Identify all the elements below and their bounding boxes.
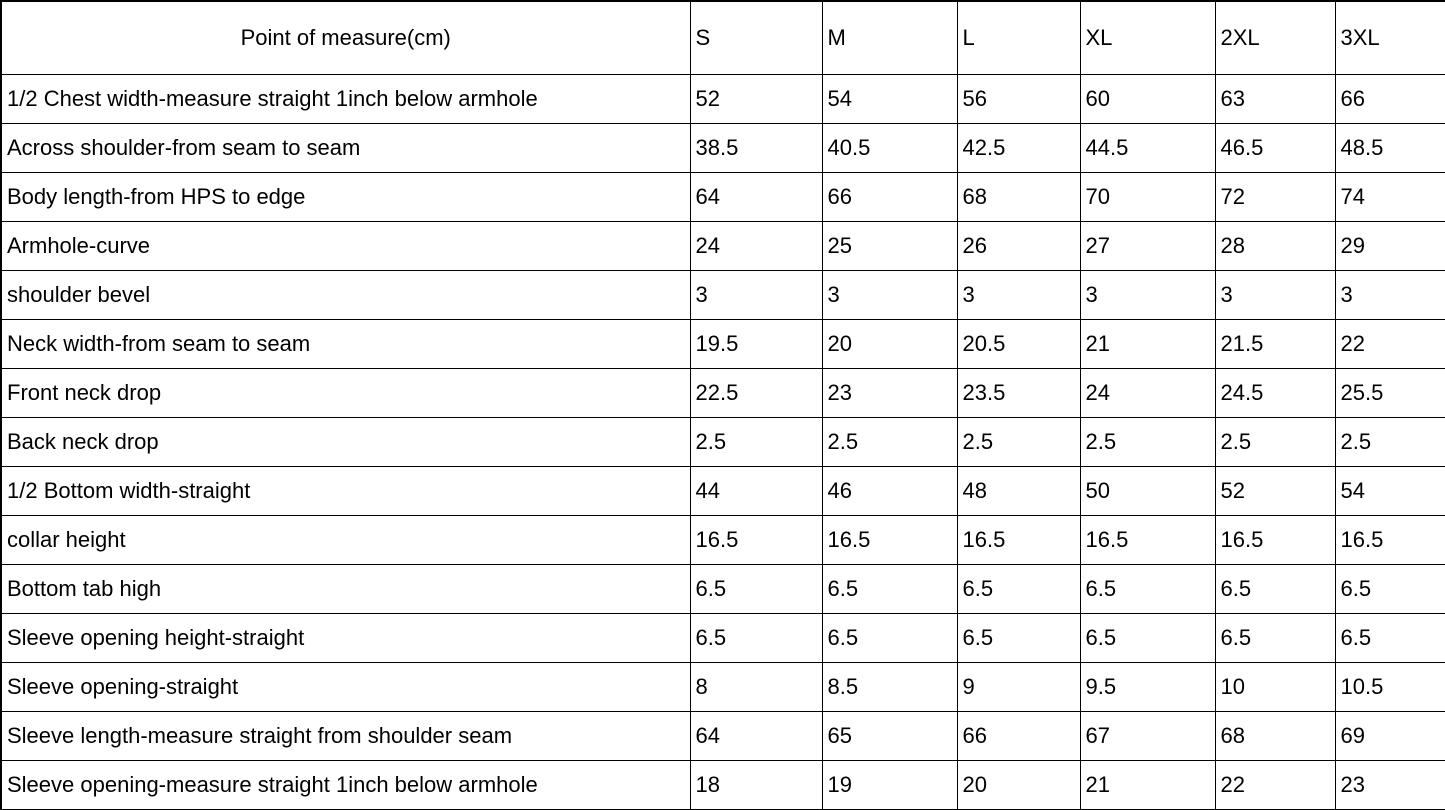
table-body [1, 75, 1445, 810]
table-row [1, 271, 1445, 320]
measure-value-l: 6.5 [957, 565, 1080, 614]
measure-value-xl: 6.5 [1080, 565, 1215, 614]
measure-value-l: 48 [957, 467, 1080, 516]
measure-value-3xl: 66 [1335, 75, 1445, 124]
measure-value-m: 54 [822, 75, 957, 124]
measure-label: Sleeve opening-measure straight 1inch below armhole [1, 761, 690, 810]
measure-value-s: 19.5 [690, 320, 822, 369]
measure-value-2xl: 24.5 [1215, 369, 1335, 418]
measure-value-l: 6.5 [957, 614, 1080, 663]
measure-value-m: 66 [822, 173, 957, 222]
measure-value-l: 56 [957, 75, 1080, 124]
measure-label: Front neck drop [1, 369, 690, 418]
measure-value-xl: 16.5 [1080, 516, 1215, 565]
measure-value-s: 3 [690, 271, 822, 320]
measure-value-m: 65 [822, 712, 957, 761]
measure-value-m: 3 [822, 271, 957, 320]
measure-value-2xl: 28 [1215, 222, 1335, 271]
measure-value-2xl: 68 [1215, 712, 1335, 761]
measure-value-l: 20 [957, 761, 1080, 810]
measure-value-s: 6.5 [690, 614, 822, 663]
table-row [1, 320, 1445, 369]
measure-value-l: 66 [957, 712, 1080, 761]
measure-value-l: 20.5 [957, 320, 1080, 369]
measure-label: Neck width-from seam to seam [1, 320, 690, 369]
measure-value-3xl: 48.5 [1335, 124, 1445, 173]
measure-value-m: 19 [822, 761, 957, 810]
table-row [1, 124, 1445, 173]
measure-value-xl: 24 [1080, 369, 1215, 418]
measure-value-2xl: 10 [1215, 663, 1335, 712]
measure-value-2xl: 2.5 [1215, 418, 1335, 467]
header-row [1, 1, 1445, 75]
table-row [1, 712, 1445, 761]
measure-value-s: 24 [690, 222, 822, 271]
measure-label: collar height [1, 516, 690, 565]
measure-value-2xl: 63 [1215, 75, 1335, 124]
measure-value-3xl: 74 [1335, 173, 1445, 222]
table-row [1, 222, 1445, 271]
measure-value-3xl: 23 [1335, 761, 1445, 810]
measure-value-3xl: 25.5 [1335, 369, 1445, 418]
size-header-m: M [822, 1, 957, 75]
measure-label: Armhole-curve [1, 222, 690, 271]
table-row [1, 467, 1445, 516]
measure-label: Bottom tab high [1, 565, 690, 614]
measure-label: 1/2 Bottom width-straight [1, 467, 690, 516]
measure-value-m: 46 [822, 467, 957, 516]
measure-value-s: 64 [690, 173, 822, 222]
measure-value-s: 44 [690, 467, 822, 516]
measure-value-s: 38.5 [690, 124, 822, 173]
measure-value-m: 16.5 [822, 516, 957, 565]
size-header-3xl: 3XL [1335, 1, 1445, 75]
size-header-xl: XL [1080, 1, 1215, 75]
measure-value-m: 2.5 [822, 418, 957, 467]
measure-value-3xl: 10.5 [1335, 663, 1445, 712]
measure-value-xl: 9.5 [1080, 663, 1215, 712]
measure-value-m: 20 [822, 320, 957, 369]
measure-value-s: 6.5 [690, 565, 822, 614]
measure-label: shoulder bevel [1, 271, 690, 320]
measure-value-l: 68 [957, 173, 1080, 222]
measure-value-3xl: 6.5 [1335, 565, 1445, 614]
measure-value-3xl: 3 [1335, 271, 1445, 320]
measure-value-m: 25 [822, 222, 957, 271]
table-row [1, 663, 1445, 712]
measure-value-m: 40.5 [822, 124, 957, 173]
measure-label: Sleeve opening height-straight [1, 614, 690, 663]
measure-value-3xl: 22 [1335, 320, 1445, 369]
measure-value-l: 16.5 [957, 516, 1080, 565]
measure-label: Back neck drop [1, 418, 690, 467]
measure-value-xl: 3 [1080, 271, 1215, 320]
measure-value-xl: 21 [1080, 320, 1215, 369]
measure-value-xl: 21 [1080, 761, 1215, 810]
measure-value-xl: 50 [1080, 467, 1215, 516]
measure-value-xl: 67 [1080, 712, 1215, 761]
measure-value-2xl: 52 [1215, 467, 1335, 516]
measure-value-m: 23 [822, 369, 957, 418]
measure-label: 1/2 Chest width-measure straight 1inch below armhole [1, 75, 690, 124]
table-row [1, 565, 1445, 614]
measure-value-l: 9 [957, 663, 1080, 712]
measure-value-2xl: 22 [1215, 761, 1335, 810]
measure-value-2xl: 21.5 [1215, 320, 1335, 369]
measure-value-l: 2.5 [957, 418, 1080, 467]
measure-value-l: 26 [957, 222, 1080, 271]
table-row [1, 761, 1445, 810]
measure-value-2xl: 6.5 [1215, 614, 1335, 663]
table-row [1, 173, 1445, 222]
table-header [1, 1, 1445, 75]
measure-value-s: 8 [690, 663, 822, 712]
measure-value-3xl: 54 [1335, 467, 1445, 516]
measure-value-xl: 6.5 [1080, 614, 1215, 663]
point-of-measure-header: Point of measure(cm) [1, 1, 690, 75]
measure-value-2xl: 16.5 [1215, 516, 1335, 565]
measure-value-m: 8.5 [822, 663, 957, 712]
size-header-l: L [957, 1, 1080, 75]
measure-value-3xl: 16.5 [1335, 516, 1445, 565]
measure-value-s: 18 [690, 761, 822, 810]
measure-value-xl: 60 [1080, 75, 1215, 124]
measure-value-s: 2.5 [690, 418, 822, 467]
measure-value-m: 6.5 [822, 614, 957, 663]
measure-value-l: 42.5 [957, 124, 1080, 173]
measure-label: Across shoulder-from seam to seam [1, 124, 690, 173]
measure-value-l: 3 [957, 271, 1080, 320]
measure-value-s: 22.5 [690, 369, 822, 418]
measure-value-2xl: 72 [1215, 173, 1335, 222]
table-row [1, 75, 1445, 124]
measure-label: Sleeve opening-straight [1, 663, 690, 712]
size-header-2xl: 2XL [1215, 1, 1335, 75]
measure-value-xl: 44.5 [1080, 124, 1215, 173]
table-row [1, 369, 1445, 418]
measure-value-m: 6.5 [822, 565, 957, 614]
measure-label: Body length-from HPS to edge [1, 173, 690, 222]
measure-value-3xl: 6.5 [1335, 614, 1445, 663]
table-row [1, 418, 1445, 467]
measure-value-xl: 70 [1080, 173, 1215, 222]
measure-value-3xl: 2.5 [1335, 418, 1445, 467]
measure-value-l: 23.5 [957, 369, 1080, 418]
measure-label: Sleeve length-measure straight from shoulder seam [1, 712, 690, 761]
measure-value-xl: 2.5 [1080, 418, 1215, 467]
measure-value-s: 64 [690, 712, 822, 761]
measure-value-2xl: 6.5 [1215, 565, 1335, 614]
measure-value-s: 52 [690, 75, 822, 124]
measure-value-xl: 27 [1080, 222, 1215, 271]
table-row [1, 516, 1445, 565]
measure-value-2xl: 3 [1215, 271, 1335, 320]
measure-value-s: 16.5 [690, 516, 822, 565]
measure-value-3xl: 29 [1335, 222, 1445, 271]
size-header-s: S [690, 1, 822, 75]
measure-value-3xl: 69 [1335, 712, 1445, 761]
table-row [1, 614, 1445, 663]
measure-value-2xl: 46.5 [1215, 124, 1335, 173]
